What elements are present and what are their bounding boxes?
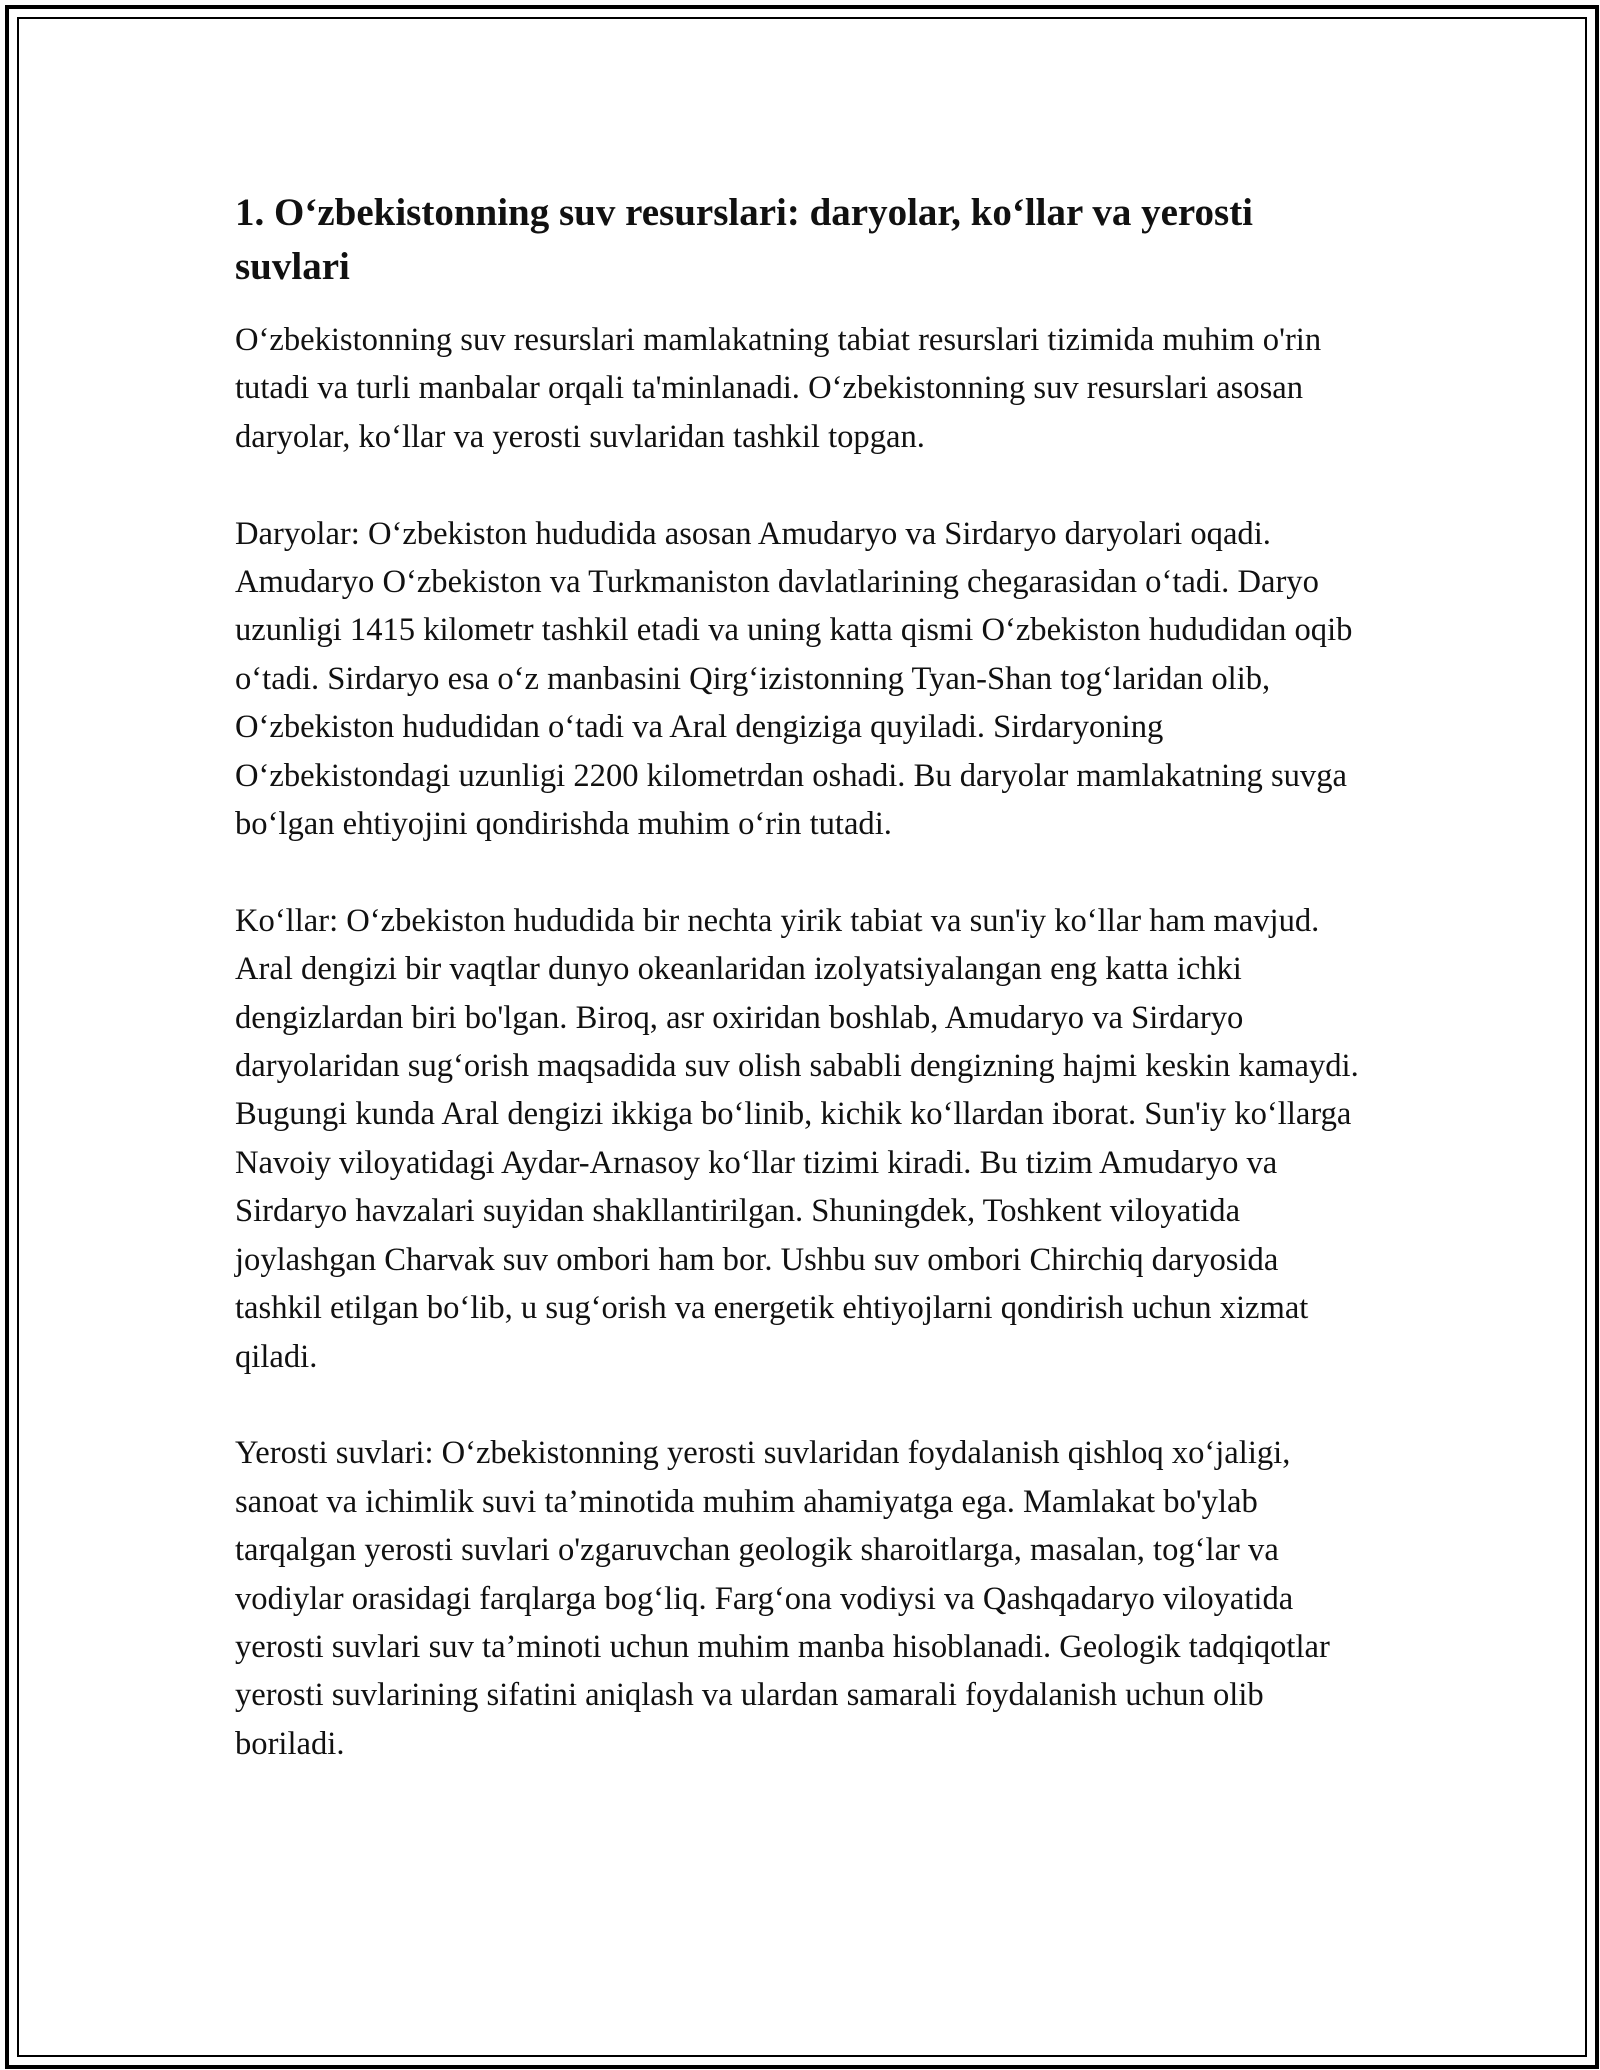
- document-body: [235, 186, 1365, 1768]
- paragraph-intro: O‘zbekistonning suv resurslari mamlakatning tabiat resurslari tizimida muhim o'rin tutadi va turli manbalar orqali ta'minlanadi. O‘zbekistonning suv resurslari asosan daryolar, ko‘llar va yerosti suvlaridan tashkil topgan.: [235, 322, 1322, 455]
- paragraph-lakes: Ko‘llar: O‘zbekiston hududida bir nechta yirik tabiat va sun'iy ko‘llar ham mavjud. Aral dengizi bir vaqtlar dunyo okeanlaridan izolyatsiyalangan eng katta ichki dengizlardan biri bo'lgan. Biroq, asr oxiridan boshlab, Amudaryo va Sirdaryo daryolaridan sug‘orish maqsadida suv olish sababli dengizning hajmi keskin kamaydi. Bugungi kunda Aral dengizi ikkiga bo‘linib, kichik ko‘llardan iborat. Sun'iy ko‘llarga Navoiy viloyatidagi Aydar-Arnasoy ko‘llar tizimi kiradi. Bu tizim Amudaryo va Sirdaryo havzalari suyidan shakllantirilgan. Shuningdek, Toshkent viloyatida joylashgan Charvak suv ombori ham bor. Ushbu suv ombori Chirchiq daryosida tashkil etilgan bo‘lib, u sug‘orish va energetik ehtiyojlarni qondirish uchun xizmat qiladi.: [235, 902, 1359, 1375]
- paragraph-rivers: Daryolar: O‘zbekiston hududida asosan Amudaryo va Sirdaryo daryolari oqadi. Amudaryo O‘zbekiston va Turkmaniston davlatlarining chegarasidan o‘tadi. Daryo uzunligi 1415 kilometr tashkil etadi va uning katta qismi O‘zbekiston hududidan oqib o‘tadi. Sirdaryo esa o‘z manbasini Qirg‘izistonning Tyan-Shan tog‘laridan olib, O‘zbekiston hududidan o‘tadi va Aral dengiziga quyiladi. Sirdaryoning O‘zbekistondagi uzunligi 2200 kilometrdan oshadi. Bu daryolar mamlakatning suvga bo‘lgan ehtiyojini qondirishda muhim o‘rin tutadi.: [235, 515, 1353, 843]
- document-title: 1. O‘zbekistonning suv resurslari: daryolar, ko‘llar va yerosti suvlari: [235, 191, 1254, 288]
- paragraph-groundwater: Yerosti suvlari: O‘zbekistonning yerosti suvlaridan foydalanish qishloq xo‘jaligi, sanoat va ichimlik suvi ta’minotida muhim ahamiyatga ega. Mamlakat bo'ylab tarqalgan yerosti suvlari o'zgaruvchan geologik sharoitlarga, masalan, tog‘lar va vodiylar orasidagi farqlarga bog‘liq. Farg‘ona vodiysi va Qashqadaryo viloyatida yerosti suvlari suv ta’minoti uchun muhim manba hisoblanadi. Geologik tadqiqotlar yerosti suvlarining sifatini aniqlash va ulardan samarali foydalanish uchun olib boriladi.: [235, 1435, 1330, 1762]
